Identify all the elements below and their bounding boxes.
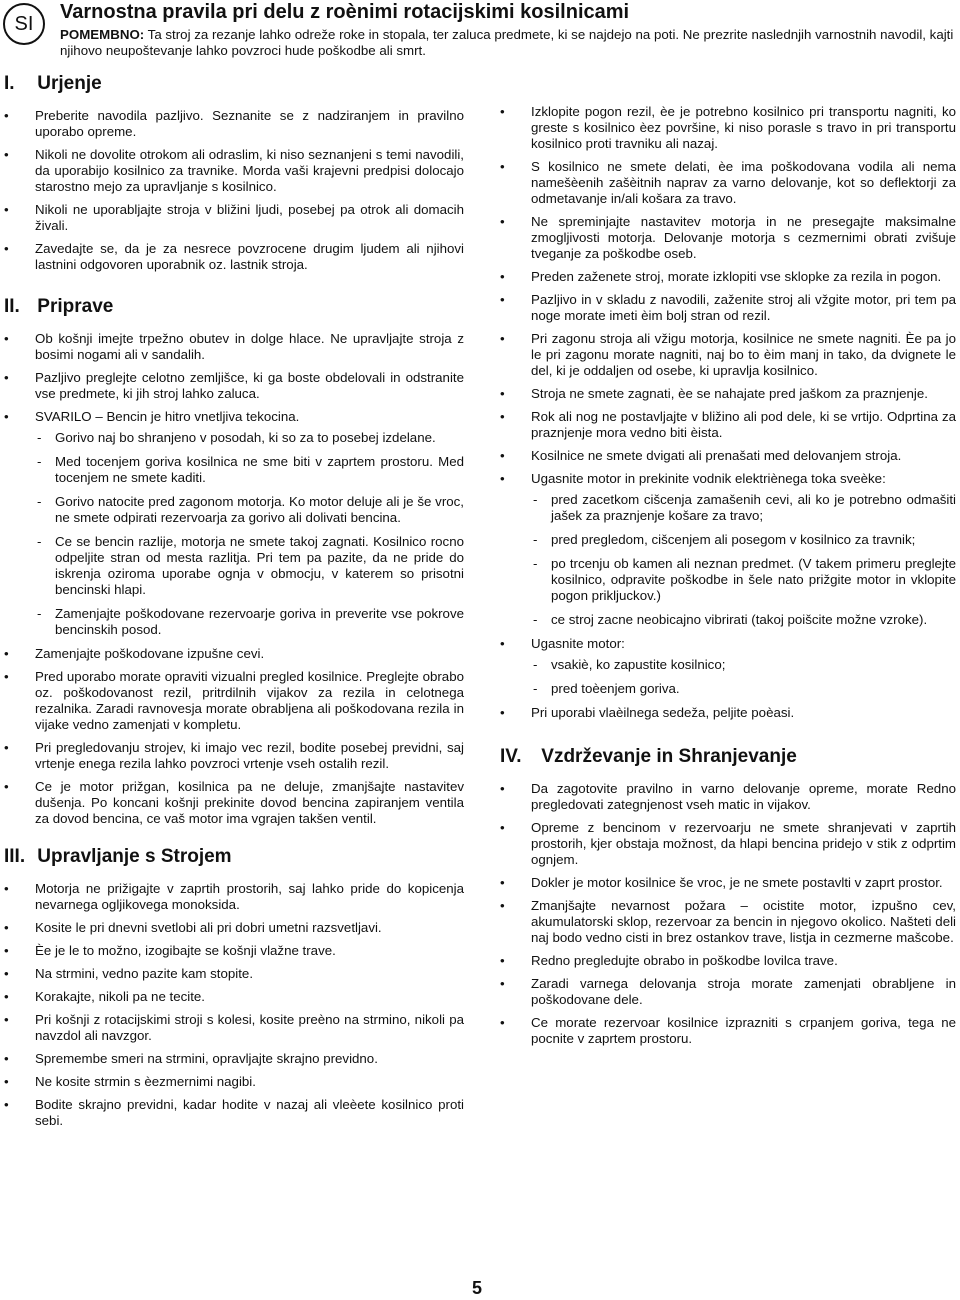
list-item [500,471,956,628]
list-item: • Dokler je motor kosilnice še vroc, je ne smete postavlti v zaprt prostor. [500,875,956,891]
section-number: I. [4,73,15,94]
list-item: • Pazljivo in v skladu z navodili, zaženite stroj ali vžgite motor, pri tem pa noge morate imeti èim bolj stran od rezil. [500,292,956,324]
operation-list-continued [500,104,956,721]
important-notice [60,27,955,59]
list-item: • Opreme z bencinom v rezervoarju ne smete shranjevati v zaprtih prostorih, kjer obstaja možnost, da hlapi bencina pridejo v stik z odprtim ognjem. [500,820,956,868]
list-item: • Nikoli ne dovolite otrokom ali odraslim, ki niso seznanjeni s temi navodili, da uporabijo kosilnico za travnike. Morda vaši krajevni predpisi dolocajo starostno mejo za upravljanje s kosilnico. [4,147,464,195]
list-item: • Bodite skrajno previdni, kadar hodite v nazaj ali vleèete kosilnico proti sebi. [4,1097,464,1129]
list-item [500,636,956,697]
operation-list [4,881,464,1129]
list-item: • Spremembe smeri na strmini, opravljajte skrajno previdno. [4,1051,464,1067]
language-badge: SI [3,3,45,45]
list-item: • Pri uporabi vlaèilnega sedeža, peljite poèasi. [500,705,956,721]
motor-sublist [531,657,956,697]
list-item: • Èe je le to možno, izogibajte se košnji vlažne trave. [4,943,464,959]
maintenance-list [500,781,956,1047]
section-title: Priprave [37,296,114,317]
warning-text: SVARILO – Bencin je hitro vnetljiva tekocina. [35,409,300,424]
list-item: • Pri zagonu stroja ali vžigu motorja, kosilnice ne smete nagniti. Èe pa jo le pri zagonu morate nagniti, naj bo to èim manj in tako, da dvignete le del, ki je oddaljen od osebe, ki upravlja kosilnico. [500,331,956,379]
spark-sublist [531,492,956,628]
list-item: • Nikoli ne uporabljajte stroja v bližini ljudi, posebej pa otrok ali domacih živali. [4,202,464,234]
right-column [500,104,956,1054]
sublist-item: - vsakiè, ko zapustite kosilnico; [531,657,956,673]
section-heading-maintenance [500,745,956,769]
list-item: • Stroja ne smete zagnati, èe se nahajate pred jaškom za praznjenje. [500,386,956,402]
list-item [4,409,464,638]
list-item: • Pred uporabo morate opraviti vizualni pregled kosilnice. Preglejte obrabo oz. poškodovanost rezil, pritrdilnih vijakov za rezila in celotnega rezalnika. Zaradi ravnovesja morate obrabljena ali poškodovana rezila in vijake vedno zamenjati v kompletu. [4,669,464,733]
list-item: • Ce je motor prižgan, kosilnica pa ne deluje, zmanjšajte nastavitev dušenja. Po koncani košnji prekinite dovod bencina zapiranjem ventila za dovod bencina, ce vaš motor ima vgrajen takšen ventil. [4,779,464,827]
page-number: 5 [472,1278,483,1298]
list-item: • Ne spreminjajte nastavitev motorja in ne presegajte maksimalne zmogljivosti motorja. Delovanje motorja s cezmernimi obrati zvišuje tveganje za poškodbe oseb. [500,214,956,262]
sublist-item: - Med tocenjem goriva kosilnica ne sme biti v zaprtem prostoru. Med tocenjem ne smete kaditi. [35,454,464,486]
list-item: • Na strmini, vedno pazite kam stopite. [4,966,464,982]
sublist-item: - Gorivo naj bo shranjeno v posodah, ki so za to posebej izdelane. [35,430,464,446]
sublist-item: - po trcenju ob kamen ali neznan predmet. (V takem primeru preglejte kosilnico, odpravite poškodbe in šele nato prižgite motor in vklopite pogon prikljuckov.) [531,556,956,604]
list-item: • Preden zaženete stroj, morate izklopiti vse sklopke za rezila in pogon. [500,269,956,285]
section-title: Vzdrževanje in Shranjevanje [541,746,797,767]
list-item: • Zavedajte se, da je za nesrece povzrocene drugim ljudem ali njihovi lastnini odgovoren uporabnik oz. lastnik stroja. [4,241,464,273]
sublist-item: - Zamenjajte poškodovane rezervoarje goriva in preverite vse pokrove bencinskih posod. [35,606,464,638]
list-item: • Kosite le pri dnevni svetlobi ali pri dobri umetni razsvetljavi. [4,920,464,936]
page-title: Varnostna pravila pri delu z roènimi rotacijskimi kosilnicami [60,1,630,23]
sublist-item: - Gorivo natocite pred zagonom motorja. Ko motor deluje ali je še vroc, ne smete odpirati rezervoarja za gorivo ali dolivati bencina. [35,494,464,526]
fuel-sublist [35,430,464,638]
list-item: • Preberite navodila pazljivo. Seznanite se z nadziranjem in pravilno uporabo opreme. [4,108,464,140]
section-title: Upravljanje s Strojem [37,846,232,867]
training-list [4,108,464,273]
sublist-item: - pred toèenjem goriva. [531,681,956,697]
list-item-text: Ugasnite motor: [531,636,625,651]
section-heading-training [4,72,464,96]
sublist-item: - Ce se bencin razlije, motorja ne smete takoj zagnati. Kosilnico rocno odpeljite stran od mesta razlitja. Pri tem pa pazite, da ne pride do iskrenja oziroma uporabe ognja v obmocju, v katerem so prisotni bencinski hlapi. [35,534,464,598]
list-item: • Rok ali nog ne postavljajte v bližino ali pod dele, ki se vrtijo. Odprtina za praznjenje mora vedno biti èista. [500,409,956,441]
sublist-item: - pred zacetkom cišcenja zamašenih cevi, ali ko je potrebno odmašiti jašek za praznjenje košare za travo; [531,492,956,524]
section-title: Urjenje [37,73,102,94]
section-number: IV. [500,746,522,767]
list-item: • Ob košnji imejte trpežno obutev in dolge hlace. Ne upravljajte stroja z bosimi nogami ali v sandalih. [4,331,464,363]
list-item: • Redno pregledujte obrabo in poškodbe lovilca trave. [500,953,956,969]
list-item: • Pri košnji z rotacijskimi stroji s kolesi, kosite preèno na strmino, nikoli pa navzdol ali navzgor. [4,1012,464,1044]
important-label: POMEMBNO: [60,27,145,42]
section-heading-operation [4,845,464,869]
section-number: III. [4,846,26,867]
list-item: • S kosilnico ne smete delati, èe ima poškodovana vodila ali nema namešèenih zašèitnih naprav za varno delovanje, kot so deflektorji za odmetavanje in/ali košara za travo. [500,159,956,207]
section-number: II. [4,296,20,317]
list-item: • Pri pregledovanju strojev, ki imajo vec rezil, bodite posebej previdni, saj vrtenje enega rezila lahko povzroci vrtenje vseh ostalih rezil. [4,740,464,772]
left-column [4,72,464,1136]
list-item: • Motorja ne prižigajte v zaprtih prostorih, saj lahko pride do kopicenja nevarnega ogljikovega monoksida. [4,881,464,913]
list-item: • Pazljivo preglejte celotno zemljišce, ki ga boste obdelovali in odstranite vse predmete, ki jih stroj lahko zaluca. [4,370,464,402]
list-item: • Izklopite pogon rezil, èe je potrebno kosilnico pri transportu nagniti, ko greste s kosilnico èez površine, ki niso porasle s travo in pri transportu kosilnico proti travniku ali nazaj. [500,104,956,152]
list-item: • Ne kosite strmin s èezmernimi nagibi. [4,1074,464,1090]
list-item: • Ce morate rezervoar kosilnice izprazniti s crpanjem goriva, tega ne pocnite v zaprtem prostoru. [500,1015,956,1047]
sublist-item: - ce stroj zacne neobicajno vibrirati (takoj poišcite možne vzroke). [531,612,956,628]
list-item: • Zaradi varnega delovanja stroja morate zamenjati obrabljene in poškodovane dele. [500,976,956,1008]
list-item-text: Ugasnite motor in prekinite vodnik elektriènega toka sveèke: [531,471,886,486]
list-item: • Zamenjajte poškodovane izpušne cevi. [4,646,464,662]
important-text: Ta stroj za rezanje lahko odreže roke in stopala, ter zaluca predmete, ki se najdejo na poti. Ne prezrite naslednjih varnostnih navodil, kajti njihovo neupoštevanje lahko povzroci hude poškodbe ali smrt. [60,27,954,58]
sublist-item: - pred pregledom, cišcenjem ali posegom v kosilnico za travnik; [531,532,956,548]
list-item: • Kosilnice ne smete dvigati ali prenašati med delovanjem stroja. [500,448,956,464]
section-heading-preparation [4,295,464,319]
list-item: • Zmanjšajte nevarnost požara – ocistite motor, izpušno cev, akumulatorski sklop, rezervoar za bencin in njegovo okolico. Našteti deli naj bodo vedno cisti in brez ostankov trave, listja in cezmerne mašcobe. [500,898,956,946]
list-item: • Korakajte, nikoli pa ne tecite. [4,989,464,1005]
preparation-list [4,331,464,827]
list-item: • Da zagotovite pravilno in varno delovanje opreme, morate Redno pregledovati zategnjenost vseh matic in vijakov. [500,781,956,813]
